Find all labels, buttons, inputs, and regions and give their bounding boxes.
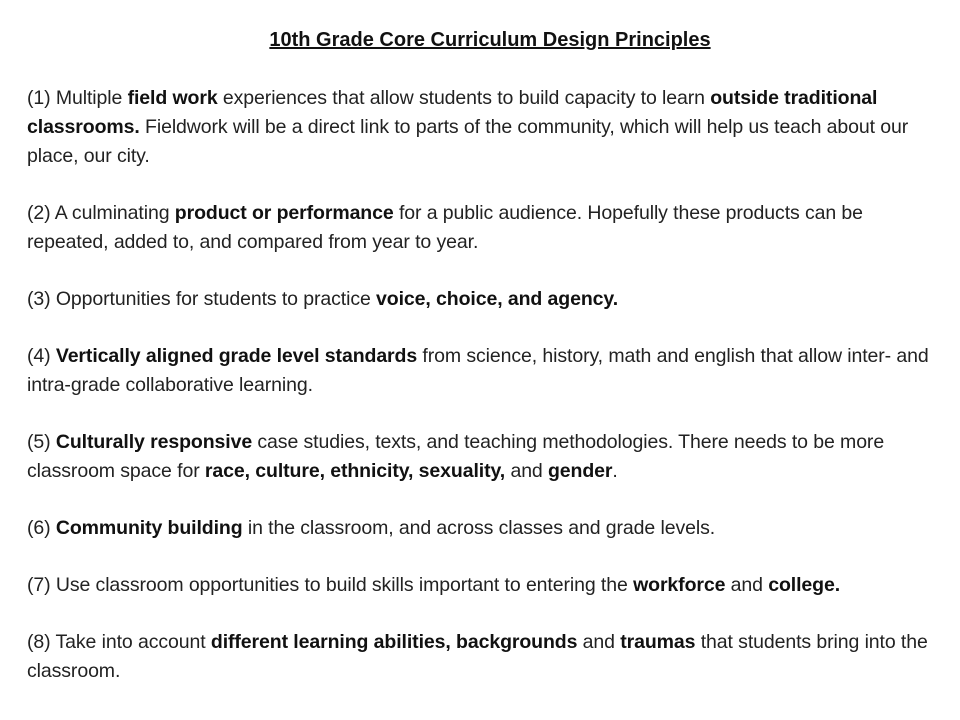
body-text: and bbox=[577, 631, 621, 653]
body-text: that students bring into the classroom. bbox=[27, 631, 928, 682]
body-text: case studies, texts, and teaching methodologies. There needs to be more classroom space for bbox=[27, 431, 885, 482]
principle-item-7 bbox=[27, 571, 937, 600]
body-text: (8) Take into account bbox=[27, 631, 211, 653]
emphasis-text: workforce bbox=[633, 574, 726, 596]
emphasis-text: voice, choice, and agency. bbox=[376, 288, 619, 310]
emphasis-text: different learning abilities, backgrounds bbox=[210, 631, 578, 653]
body-text: (1) Multiple bbox=[27, 87, 128, 109]
principle-item-8 bbox=[27, 628, 937, 686]
body-text: for a public audience. Hopefully these products can be repeated, added to, and compared from year to year. bbox=[27, 202, 863, 253]
principles-list bbox=[27, 84, 937, 714]
body-text: (6) bbox=[27, 517, 56, 539]
emphasis-text: Culturally responsive bbox=[55, 431, 253, 453]
document-title: 10th Grade Core Curriculum Design Principles bbox=[269, 29, 711, 51]
body-text: Fieldwork will be a direct link to parts of the community, which will help us teach about our place, our city. bbox=[27, 116, 909, 167]
body-text: experiences that allow students to build capacity to learn bbox=[217, 87, 711, 109]
principle-item-3 bbox=[27, 285, 937, 314]
principle-item-5 bbox=[27, 428, 937, 486]
emphasis-text: race, culture, ethnicity, sexuality, bbox=[204, 460, 506, 482]
principle-item-4 bbox=[27, 342, 937, 400]
emphasis-text: Community building bbox=[55, 517, 243, 539]
principle-item-2 bbox=[27, 199, 937, 257]
body-text: from science, history, math and english that allow inter- and intra-grade collaborative learning. bbox=[27, 345, 929, 396]
principle-item-6 bbox=[27, 514, 937, 543]
emphasis-text: Vertically aligned grade level standards bbox=[55, 345, 418, 367]
emphasis-text: field work bbox=[127, 87, 218, 109]
emphasis-text: traumas bbox=[620, 631, 696, 653]
body-text: and bbox=[725, 574, 769, 596]
emphasis-text: product or performance bbox=[174, 202, 394, 224]
body-text: in the classroom, and across classes and grade levels. bbox=[242, 517, 716, 539]
body-text: (4) bbox=[27, 345, 56, 367]
body-text: (3) Opportunities for students to practice bbox=[27, 288, 377, 310]
emphasis-text: gender bbox=[548, 460, 613, 482]
body-text: . bbox=[612, 460, 618, 482]
body-text: and bbox=[505, 460, 548, 482]
emphasis-text: outside traditional classrooms. bbox=[27, 87, 878, 138]
principle-item-1 bbox=[27, 84, 937, 171]
body-text: (2) A culminating bbox=[27, 202, 175, 224]
emphasis-text: college. bbox=[768, 574, 841, 596]
body-text: (5) bbox=[27, 431, 56, 453]
body-text: (7) Use classroom opportunities to build skills important to entering the bbox=[27, 574, 634, 596]
